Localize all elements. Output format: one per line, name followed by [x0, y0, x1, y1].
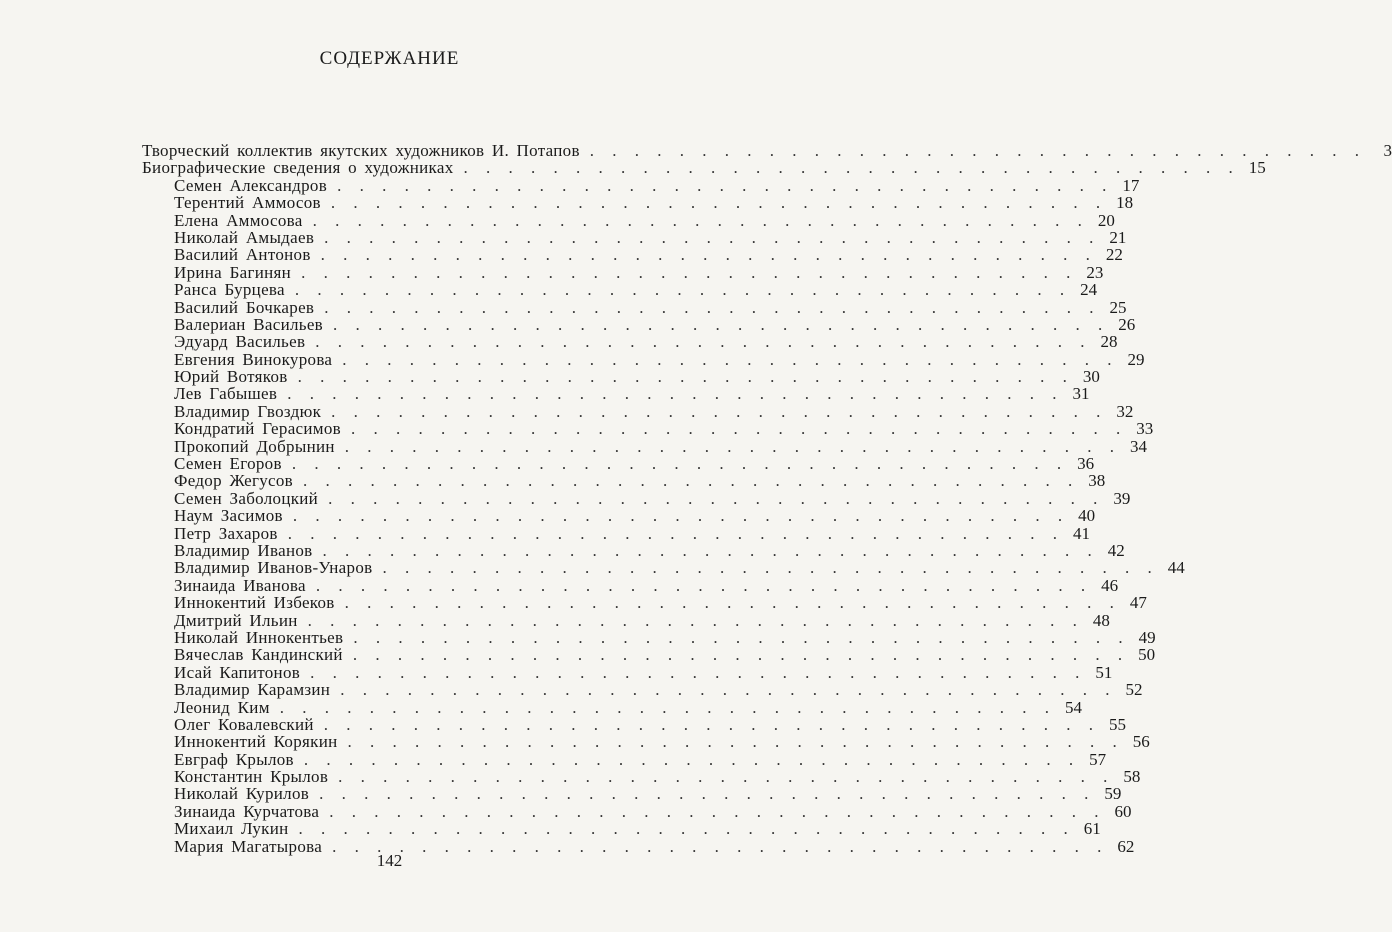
toc-artist-entry — [142, 384, 1090, 404]
dot-leader: . . . . . . . . . . . . . . . . . . . . . . . . . . . . . . . . . . . — [307, 610, 1084, 630]
toc-entry-label: Владимир Иванов-Унаров — [174, 558, 373, 578]
toc-artist-entry — [142, 749, 1107, 769]
dot-leader: . . . . . . . . . . . . . . . . . . . . . . . . . . . . . . . . . . . — [350, 419, 1128, 439]
dot-leader: . . . . . . . . . . . . . . . . . . . . . . . . . . . . . . . . . . . — [322, 540, 1099, 560]
toc-entry-label: Терентий Аммосов — [174, 193, 321, 213]
toc-entry-page: 29 — [1127, 349, 1145, 369]
toc-entry-page: 46 — [1101, 575, 1119, 595]
toc-entry-page: 59 — [1104, 784, 1122, 804]
toc-artist-entry — [142, 627, 1156, 647]
dot-leader: . . . . . . . . . . . . . . . . . . . . . . . . . . . . . . . . . . . — [324, 297, 1101, 317]
toc-artist-entry — [142, 367, 1100, 387]
dot-leader: . . . . . . . . . . . . . . . . . . . . . . . . . . . . . . . . . . . — [287, 384, 1064, 404]
toc-entry-label: Василий Антонов — [174, 245, 311, 265]
toc-artist-entry — [142, 401, 1134, 421]
toc-entry-page: 48 — [1092, 610, 1110, 630]
dot-leader: . . . . . . . . . . . . . . . . . . . . . . . . . . . . . . . . . . . — [353, 627, 1130, 647]
dot-leader: . . . . . . . . . . . . . . . . . . . . . . . . . . . . . . . . . . . — [331, 401, 1108, 421]
toc-entry-page: 54 — [1065, 697, 1082, 717]
toc-artist-entry — [142, 558, 1185, 578]
toc-entry-page: 39 — [1113, 488, 1131, 508]
toc-artist-entry — [142, 819, 1101, 839]
toc-entry-label: Петр Захаров — [174, 523, 278, 543]
toc-entry-label: Прокопий Добрынин — [174, 436, 335, 456]
toc-artist-entry — [142, 801, 1132, 821]
dot-leader: . . . . . . . . . . . . . . . . . . . . . . . . . . . . . . . . . . . — [329, 801, 1106, 821]
dot-leader: . . . . . . . . . . . . . . . . . . . . . . . . . . . . . . . . . . . — [298, 819, 1075, 839]
toc-artist-entry — [142, 262, 1104, 282]
toc-entry-page: 17 — [1122, 175, 1140, 195]
toc-entry-label: Иннокентий Избеков — [174, 593, 335, 613]
toc-entry-label: Евграф Крылов — [174, 749, 294, 769]
toc-artist-entry — [142, 436, 1148, 456]
toc-entry-page: 34 — [1130, 436, 1148, 456]
toc-artist-entry — [142, 454, 1095, 474]
toc-entry-page: 15 — [1248, 158, 1266, 178]
toc-artist-entry — [142, 645, 1156, 665]
toc-section-entry — [142, 141, 1392, 160]
page-title: СОДЕРЖАНИЕ — [319, 48, 460, 69]
toc-entry-page: 56 — [1132, 732, 1150, 752]
toc-entry-label: Михаил Лукин — [174, 819, 289, 839]
toc-entry-label: Валериан Васильев — [174, 314, 323, 334]
dot-leader: . . . . . . . . . . . . . . . . . . . . . . . . . . . . . . . . . . . — [382, 558, 1159, 578]
toc-artist-entry — [142, 193, 1134, 213]
toc-entry-label: Николай Амыдаев — [174, 227, 315, 247]
toc-entry-label: Владимир Карамзин — [174, 680, 331, 700]
dot-leader: . . . . . . . . . . . . . . . . . . . . . . . . . . . . . . . . . . . — [330, 193, 1108, 213]
toc-entry-page: 60 — [1114, 801, 1132, 821]
toc-entry-label: Зинаида Иванова — [174, 575, 306, 595]
dot-leader: . . . . . . . . . . . . . . . . . . . . . . . . . . . . . . . . . . . — [328, 488, 1105, 508]
toc-entry-label: Семен Александров — [174, 175, 328, 195]
dot-leader: . . . . . . . . . . . . . . . . . . . . . . . . . . . . . . . . . . . — [291, 454, 1069, 474]
toc-entry-page: 52 — [1125, 680, 1143, 700]
toc-artist-entry — [142, 784, 1122, 804]
toc-entry-label: Константин Крылов — [174, 767, 329, 787]
dot-leader: . . . . . . . . . . . . . . . . . . . . . . . . . . . . . . . . . . . — [315, 332, 1092, 352]
dot-leader: . . . . . . . . . . . . . . . . . . . . . . . . . . . . . . . . . . . — [320, 245, 1097, 265]
toc-entry-label: Юрий Вотяков — [174, 367, 288, 387]
toc-entry-page: 20 — [1097, 210, 1115, 230]
dot-leader: . . . . . . . . . . . . . . . . . . . . . . . . . . . . . . . . . . . — [589, 141, 1367, 160]
toc-entry-page: 25 — [1109, 297, 1127, 317]
toc-entry-label: Биографические сведения о художниках — [142, 158, 454, 178]
toc-entry-page: 47 — [1129, 593, 1147, 613]
toc-entry-page: 18 — [1116, 193, 1134, 213]
dot-leader: . . . . . . . . . . . . . . . . . . . . . . . . . . . . . . . . . . . — [337, 175, 1114, 195]
toc-entry-page: 40 — [1078, 506, 1096, 526]
toc-entry-label: Владимир Гвоздюк — [174, 401, 322, 421]
dot-leader: . . . . . . . . . . . . . . . . . . . . . . . . . . . . . . . . . . . — [292, 506, 1070, 526]
toc-entry-page: 42 — [1107, 540, 1125, 560]
toc-entry-page: 28 — [1100, 332, 1118, 352]
toc-artist-entry — [142, 297, 1127, 317]
toc-entry-label: Ранса Бурцева — [174, 280, 285, 300]
toc-entry-page: 31 — [1072, 384, 1090, 404]
toc-entry-label: Николай Иннокентьев — [174, 627, 344, 647]
dot-leader: . . . . . . . . . . . . . . . . . . . . . . . . . . . . . . . . . . . — [303, 471, 1080, 491]
toc-entry-label: Елена Аммосова — [174, 210, 303, 230]
toc-artist-entry — [142, 540, 1125, 560]
toc-entry-label: Дмитрий Ильин — [174, 610, 298, 630]
toc-entry-label: Исай Капитонов — [174, 662, 301, 682]
toc-entry-label: Владимир Иванов — [174, 540, 313, 560]
dot-leader: . . . . . . . . . . . . . . . . . . . . . . . . . . . . . . . . . . . — [352, 645, 1130, 665]
toc-artist-entry — [142, 227, 1127, 247]
toc-entry-page: 58 — [1123, 767, 1141, 787]
dot-leader: . . . . . . . . . . . . . . . . . . . . . . . . . . . . . . . . . . . — [342, 349, 1119, 369]
toc-entry-label: Федор Жегусов — [174, 471, 294, 491]
toc-entry-label: Лев Габышев — [174, 384, 278, 404]
toc-entry-page: 26 — [1118, 314, 1136, 334]
toc-artist-entry — [142, 767, 1141, 787]
toc-entry-page: 24 — [1080, 280, 1098, 300]
toc-entry-label: Творческий коллектив якутских художников И. Потапов — [142, 141, 580, 160]
toc-artist-entry — [142, 714, 1127, 734]
toc-entry-label: Евгения Винокурова — [174, 349, 333, 369]
toc-entry-page: 38 — [1088, 471, 1106, 491]
dot-leader: . . . . . . . . . . . . . . . . . . . . . . . . . . . . . . . . . . . — [310, 662, 1087, 682]
toc-artist-entry — [142, 523, 1090, 543]
dot-leader: . . . . . . . . . . . . . . . . . . . . . . . . . . . . . . . . . . . — [333, 314, 1110, 334]
toc-entry-label: Кондратий Герасимов — [174, 419, 341, 439]
dot-leader: . . . . . . . . . . . . . . . . . . . . . . . . . . . . . . . . . . . — [324, 227, 1101, 247]
table-of-contents — [142, 141, 1392, 856]
toc-entry-page: 30 — [1082, 367, 1100, 387]
toc-entry-page: 61 — [1083, 819, 1101, 839]
toc-entry-label: Вячеслав Кандинский — [174, 645, 343, 665]
toc-entry-label: Леонид Ким — [174, 697, 270, 717]
toc-artist-entry — [142, 210, 1115, 230]
dot-leader: . . . . . . . . . . . . . . . . . . . . . . . . . . . . . . . . . . . — [303, 749, 1081, 769]
dot-leader: . . . . . . . . . . . . . . . . . . . . . . . . . . . . . . . . . . . — [338, 767, 1115, 787]
toc-artist-entry — [142, 732, 1150, 752]
toc-artist-entry — [142, 662, 1113, 682]
toc-artist-entry — [142, 471, 1106, 491]
toc-entry-label: Олег Ковалевский — [174, 714, 314, 734]
toc-artist-entry — [142, 697, 1082, 717]
toc-entry-page: 51 — [1095, 662, 1113, 682]
toc-artist-entry — [142, 314, 1136, 334]
dot-leader: . . . . . . . . . . . . . . . . . . . . . . . . . . . . . . . . . . . — [315, 575, 1093, 595]
toc-entry-page: 33 — [1136, 419, 1154, 439]
dot-leader: . . . . . . . . . . . . . . . . . . . . . . . . . . . . . . . . . . . — [319, 784, 1096, 804]
toc-entry-page: 32 — [1116, 401, 1134, 421]
toc-section-entry — [142, 158, 1266, 178]
toc-artist-entry — [142, 332, 1118, 352]
toc-entry-page: 50 — [1138, 645, 1156, 665]
toc-artist-entry — [142, 349, 1145, 369]
dot-leader: . . . . . . . . . . . . . . . . . . . . . . . . . . . . . . . . . . . — [332, 836, 1109, 856]
toc-entry-page: 3 — [1383, 141, 1392, 160]
dot-leader: . . . . . . . . . . . . . . . . . . . . . . . . . . . . . . . . . . . — [312, 210, 1089, 230]
toc-entry-label: Иннокентий Корякин — [174, 732, 338, 752]
toc-entry-page: 55 — [1109, 714, 1127, 734]
dot-leader: . . . . . . . . . . . . . . . . . . . . . . . . . . . . . . . . . . . — [297, 367, 1074, 387]
dot-leader: . . . . . . . . . . . . . . . . . . . . . . . . . . . . . . . . . . . — [340, 680, 1117, 700]
dot-leader: . . . . . . . . . . . . . . . . . . . . . . . . . . . . . . . . . . . — [287, 523, 1064, 543]
toc-artist-entry — [142, 680, 1143, 700]
toc-entry-label: Наум Засимов — [174, 506, 283, 526]
toc-artist-entry — [142, 419, 1154, 439]
dot-leader: . . . . . . . . . . . . . . . . . . . . . . . . . . . . . . . . . . . — [344, 436, 1122, 456]
toc-entry-page: 49 — [1138, 627, 1156, 647]
toc-entry-page: 62 — [1117, 836, 1135, 856]
toc-entry-label: Мария Магатырова — [174, 836, 323, 856]
toc-entry-page: 41 — [1072, 523, 1090, 543]
toc-entry-page: 36 — [1077, 454, 1095, 474]
toc-entry-label: Ирина Багинян — [174, 262, 292, 282]
toc-entry-label: Эдуард Васильев — [174, 332, 306, 352]
dot-leader: . . . . . . . . . . . . . . . . . . . . . . . . . . . . . . . . . . . — [463, 158, 1240, 178]
toc-artist-entry — [142, 610, 1110, 630]
toc-entry-label: Василий Бочкарев — [174, 297, 315, 317]
toc-entry-page: 57 — [1089, 749, 1107, 769]
dot-leader: . . . . . . . . . . . . . . . . . . . . . . . . . . . . . . . . . . . — [347, 732, 1124, 752]
toc-artist-entry — [142, 245, 1123, 265]
toc-entry-label: Семен Егоров — [174, 454, 282, 474]
toc-artist-entry — [142, 280, 1098, 300]
toc-entry-label: Николай Курилов — [174, 784, 310, 804]
page-number: 142 — [376, 851, 403, 870]
toc-artist-entry — [142, 575, 1119, 595]
dot-leader: . . . . . . . . . . . . . . . . . . . . . . . . . . . . . . . . . . . — [344, 593, 1121, 613]
toc-artist-entry — [142, 175, 1140, 195]
toc-artist-entry — [142, 488, 1131, 508]
toc-entry-page: 21 — [1109, 227, 1127, 247]
toc-entry-page: 44 — [1167, 558, 1185, 578]
dot-leader: . . . . . . . . . . . . . . . . . . . . . . . . . . . . . . . . . . . — [323, 714, 1101, 734]
dot-leader: . . . . . . . . . . . . . . . . . . . . . . . . . . . . . . . . . . . — [279, 697, 1056, 717]
toc-artist-entry — [142, 506, 1096, 526]
dot-leader: . . . . . . . . . . . . . . . . . . . . . . . . . . . . . . . . . . . — [294, 280, 1072, 300]
dot-leader: . . . . . . . . . . . . . . . . . . . . . . . . . . . . . . . . . . . — [301, 262, 1078, 282]
toc-entry-page: 22 — [1105, 245, 1123, 265]
toc-entry-page: 23 — [1086, 262, 1104, 282]
toc-entry-label: Зинаида Курчатова — [174, 801, 320, 821]
toc-entry-label: Семен Заболоцкий — [174, 488, 319, 508]
toc-artist-entry — [142, 593, 1147, 613]
